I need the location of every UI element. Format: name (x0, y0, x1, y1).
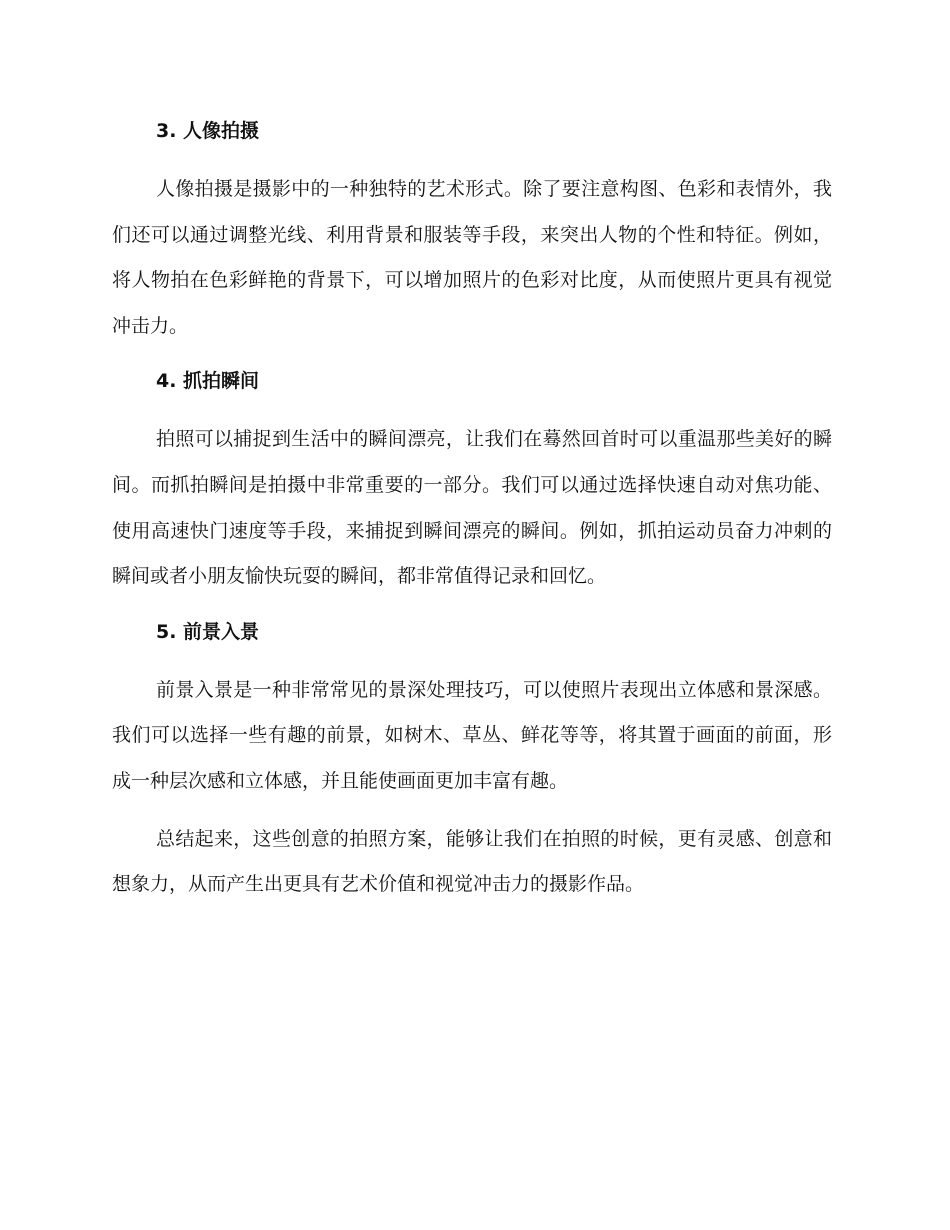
document-body (112, 111, 832, 908)
section-paragraph-portrait: 人像拍摄是摄影中的一种独特的艺术形式。除了要注意构图、色彩和表情外，我们还可以通过调整光线、利用背景和服装等手段，来突出人物的个性和特征。例如，将人物拍在色彩鲜艳的背景下，可以增加照片的色彩对比度，从而使照片更具有视觉冲击力。 (112, 178, 832, 337)
section-paragraph-foreground: 前景入景是一种非常常见的景深处理技巧，可以使照片表现出立体感和景深感。我们可以选择一些有趣的前景，如树木、草丛、鲜花等等，将其置于画面的前面，形成一种层次感和立体感，并且能使画面更加丰富有趣。 (112, 678, 832, 792)
conclusion-paragraph: 总结起来，这些创意的拍照方案，能够让我们在拍照的时候，更有灵感、创意和想象力，从而产生出更具有艺术价值和视觉冲击力的摄影作品。 (112, 827, 832, 896)
section-heading-portrait: 3. 人像拍摄 (156, 120, 260, 142)
section-heading-foreground: 5. 前景入景 (156, 620, 260, 643)
section-paragraph-snapshot: 拍照可以捕捉到生活中的瞬间漂亮，让我们在蓦然回首时可以重温那些美好的瞬间。而抓拍瞬间是拍摄中非常重要的一部分。我们可以通过选择快速自动对焦功能、使用高速快门速度等手段，来捕捉到瞬间漂亮的瞬间。例如，抓拍运动员奋力冲刺的瞬间或者小朋友愉快玩耍的瞬间，都非常值得记录和回忆。 (112, 428, 832, 588)
section-heading-snapshot: 4. 抓拍瞬间 (156, 370, 260, 393)
